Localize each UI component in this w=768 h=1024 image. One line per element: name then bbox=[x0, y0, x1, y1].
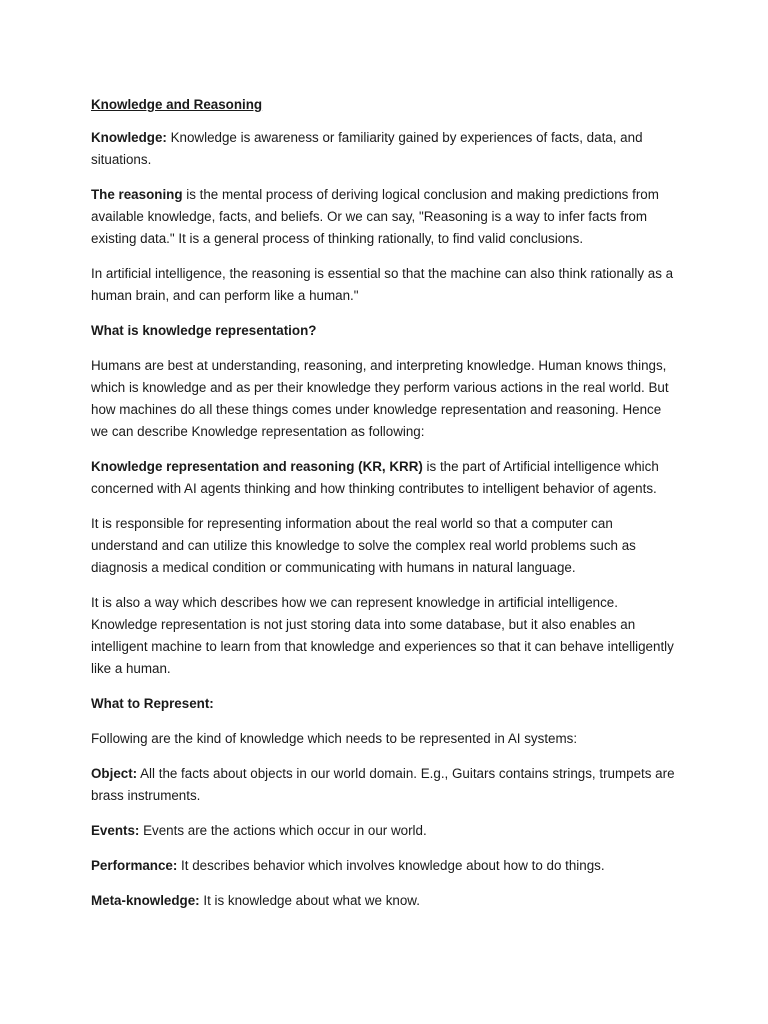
paragraph-also-a-way: It is also a way which describes how we can represent knowledge in artificial intelligence. Knowledge representation is not just storing data into some database, but it also enables an intelligent machine to learn from that knowledge and experiences so that it can behave intelligently like a human. bbox=[91, 595, 674, 676]
paragraph-krr bbox=[91, 456, 678, 500]
definition-reasoning: is the mental process of deriving logical conclusion and making predictions from available knowledge, facts, and beliefs. Or we can say, "Reasoning is a way to infer facts from existing data." It is a general process of thinking rationally, to find valid conclusions. bbox=[91, 187, 659, 246]
paragraph-events bbox=[91, 820, 678, 842]
paragraph-knowledge bbox=[91, 127, 678, 171]
definition-knowledge: Knowledge is awareness or familiarity gained by experiences of facts, data, and situations. bbox=[91, 130, 643, 167]
paragraph-ai-reasoning: In artificial intelligence, the reasoning is essential so that the machine can also think rationally as a human brain, and can perform like a human." bbox=[91, 266, 674, 303]
paragraph-meta-knowledge bbox=[91, 890, 678, 912]
term-knowledge: Knowledge: bbox=[91, 130, 167, 145]
term-performance: Performance: bbox=[91, 858, 178, 873]
term-krr: Knowledge representation and reasoning (KR, KRR) bbox=[91, 459, 423, 474]
paragraph-kinds: Following are the kind of knowledge which needs to be represented in AI systems: bbox=[91, 731, 578, 746]
term-events: Events: bbox=[91, 823, 140, 838]
definition-meta-knowledge: It is knowledge about what we know. bbox=[199, 893, 420, 908]
definition-krr: is the part of Artificial intelligence which concerned with AI agents thinking and how thinking contributes to intelligent behavior of agents. bbox=[91, 459, 659, 496]
term-meta-knowledge: Meta-knowledge: bbox=[91, 893, 200, 908]
definition-events: Events are the actions which occur in our world. bbox=[139, 823, 427, 838]
paragraph-object bbox=[91, 763, 678, 807]
paragraph-humans: Humans are best at understanding, reasoning, and interpreting knowledge. Human knows things, which is knowledge and as per their knowledge they perform various actions in the real world. But how machines do all these things comes under knowledge representation and reasoning. Hence we can describe Knowledge representation as following: bbox=[91, 358, 669, 439]
term-object: Object: bbox=[91, 766, 138, 781]
paragraph-reasoning bbox=[91, 184, 678, 250]
definition-object: All the facts about objects in our world domain. E.g., Guitars contains strings, trumpets are brass instruments. bbox=[91, 766, 675, 803]
paragraph-performance bbox=[91, 855, 678, 877]
paragraph-responsible: It is responsible for representing information about the real world so that a computer can understand and can utilize this knowledge to solve the complex real world problems such as diagnosis a medical condition or communicating with humans in natural language. bbox=[91, 516, 636, 575]
term-reasoning: The reasoning bbox=[91, 187, 183, 202]
document-title: Knowledge and Reasoning bbox=[91, 97, 263, 112]
definition-performance: It describes behavior which involves knowledge about how to do things. bbox=[177, 858, 605, 873]
heading-what-is-kr: What is knowledge representation? bbox=[91, 323, 317, 338]
heading-what-to-represent: What to Represent: bbox=[91, 696, 214, 711]
